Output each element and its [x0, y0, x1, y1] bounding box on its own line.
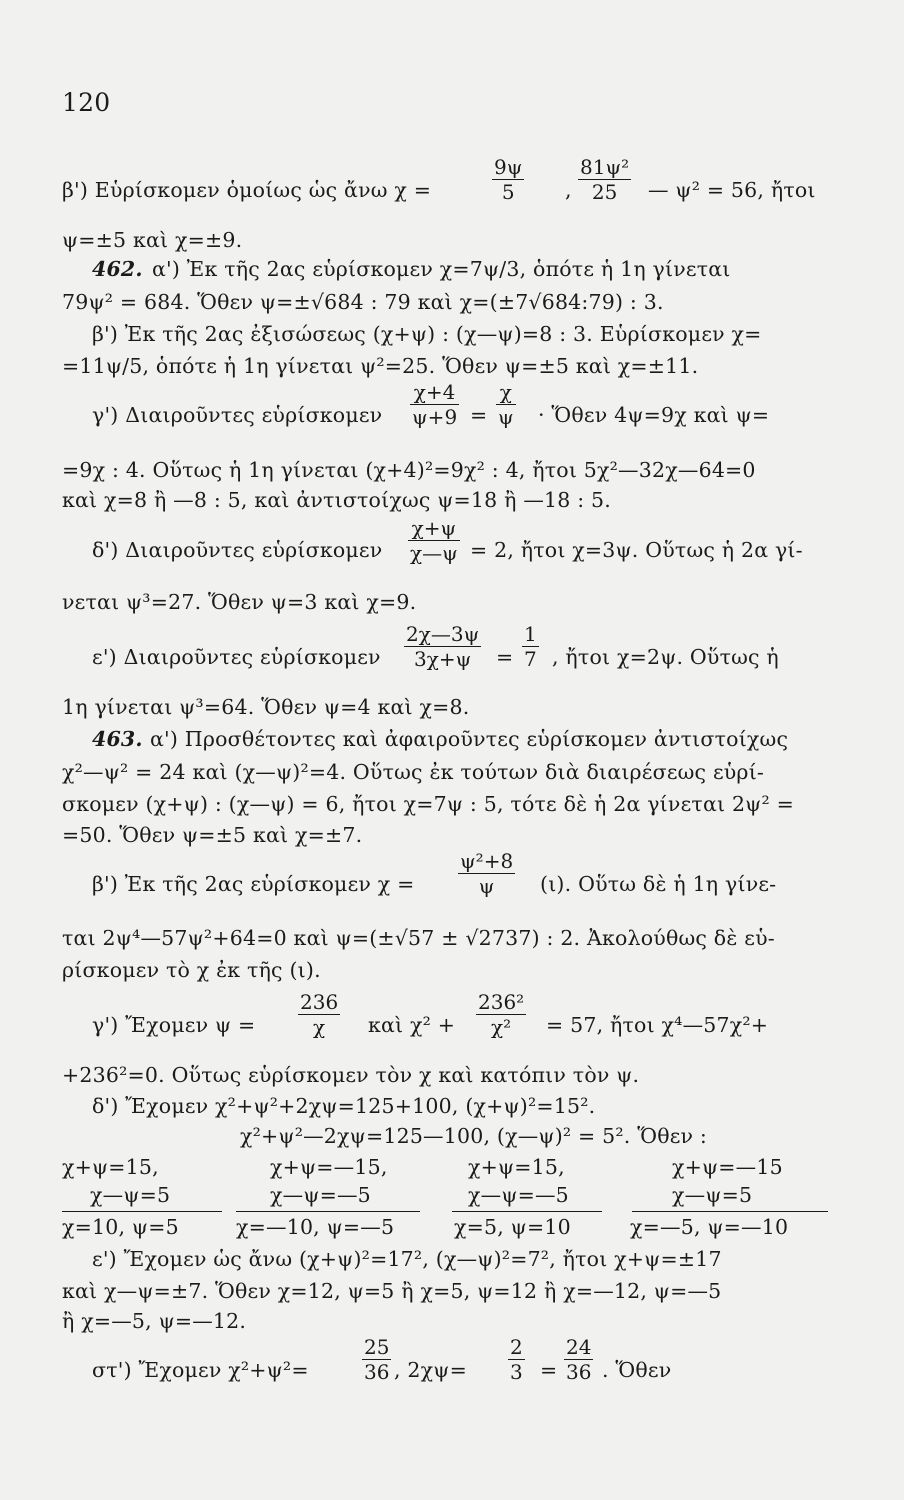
text-line: — ψ² = 56, ἤτοι	[648, 178, 816, 202]
text-line: ε') Ἔχομεν ὡς ἄνω (χ+ψ)²=17², (χ—ψ)²=7², ἤτοι χ+ψ=±17	[92, 1247, 722, 1271]
fraction	[458, 849, 515, 898]
numerator: 2	[510, 1335, 523, 1359]
system-result: χ=5, ψ=10	[454, 1215, 571, 1239]
system-result: χ=10, ψ=5	[62, 1215, 179, 1239]
system-rule	[62, 1211, 222, 1212]
system-top: χ+ψ=15,	[468, 1155, 565, 1179]
text-line: ψ=±5 καὶ χ=±9.	[62, 228, 243, 252]
numerator: ψ²+8	[460, 849, 514, 873]
text-line: ,	[565, 178, 572, 202]
fraction	[410, 380, 459, 429]
text-line: χ²—ψ² = 24 καὶ (χ—ψ)²=4. Οὕτως ἐκ τούτων διὰ διαιρέσεως εὑρί-	[62, 760, 765, 784]
text-line: . Ὅθεν	[602, 1358, 672, 1382]
text-line: 1η γίνεται ψ³=64. Ὅθεν ψ=4 καὶ χ=8.	[62, 695, 470, 719]
system-rule	[236, 1211, 420, 1212]
numerator: 25	[364, 1335, 390, 1359]
problem-number: 463.	[92, 727, 143, 751]
fraction	[522, 622, 539, 671]
text-line: =	[540, 1358, 558, 1382]
numerator: 2χ—3ψ	[406, 622, 480, 646]
denominator: 7	[524, 647, 537, 671]
denominator: χ²	[476, 1014, 526, 1039]
text-line: καὶ χ—ψ=±7. Ὅθεν χ=12, ψ=5 ἢ χ=5, ψ=12 ἢ χ=—12, ψ=—5	[62, 1279, 722, 1303]
system-bottom: χ—ψ=5	[90, 1183, 171, 1207]
numerator: χ	[499, 380, 512, 404]
denominator: 25	[578, 179, 631, 204]
denominator: ψ	[458, 873, 515, 898]
numerator: 9ψ	[494, 155, 523, 179]
text-line: καὶ χ=8 ἢ —8 : 5, καὶ ἀντιστοίχως ψ=18 ἢ —18 : 5.	[62, 488, 612, 512]
text-line: χ²+ψ²—2χψ=125—100, (χ—ψ)² = 5². Ὅθεν :	[240, 1124, 708, 1148]
denominator: 3χ+ψ	[404, 646, 481, 671]
numerator: 81ψ²	[580, 155, 630, 179]
fraction	[492, 155, 524, 204]
fraction	[508, 1335, 525, 1384]
text-line: γ') Διαιροῦντες εὑρίσκομεν	[92, 403, 383, 427]
system-bottom: χ—ψ=5	[672, 1183, 753, 1207]
text-line: = 2, ἤτοι χ=3ψ. Οὕτως ἡ 2α γί-	[470, 538, 803, 562]
text-line: α') Ἐκ τῆς 2ας εὑρίσκομεν χ=7ψ/3, ὁπότε ἡ 1η γίνεται	[152, 257, 731, 281]
text-line: γ') Ἔχομεν ψ =	[92, 1013, 256, 1037]
numerator: χ+4	[413, 380, 456, 404]
denominator: ψ	[498, 405, 514, 429]
text-line: (ι). Οὕτω δὲ ἡ 1η γίνε-	[540, 872, 777, 896]
text-line: , 2χψ=	[394, 1358, 467, 1382]
denominator: χ	[298, 1014, 340, 1039]
text-line: νεται ψ³=27. Ὅθεν ψ=3 καὶ χ=9.	[62, 590, 417, 614]
system-top: χ+ψ=15,	[62, 1155, 159, 1179]
system-rule	[452, 1211, 602, 1212]
numerator: 236	[300, 990, 339, 1014]
text-line: ἢ χ=—5, ψ=—12.	[62, 1309, 247, 1333]
text-line: +236²=0. Οὕτως εὑρίσκομεν τὸν χ καὶ κατόπιν τὸν ψ.	[62, 1063, 640, 1087]
system-top: χ+ψ=—15	[672, 1155, 783, 1179]
numerator: 1	[524, 622, 537, 646]
text-line: σκομεν (χ+ψ) : (χ—ψ) = 6, ἤτοι χ=7ψ : 5, τότε δὲ ἡ 2α γίνεται 2ψ² =	[62, 792, 794, 816]
fraction	[408, 516, 460, 565]
numerator: χ+ψ	[411, 516, 457, 540]
fraction	[362, 1335, 391, 1384]
text-line: α') Προσθέτοντες καὶ ἀφαιροῦντες εὑρίσκομεν ἀντιστοίχως	[150, 727, 789, 751]
text-line: ρίσκομεν τὸ χ ἐκ τῆς (ι).	[62, 958, 321, 982]
denominator: 36	[364, 1360, 390, 1384]
text-line: δ') Διαιροῦντες εὑρίσκομεν	[92, 538, 383, 562]
system-rule	[632, 1211, 828, 1212]
denominator: χ—ψ	[410, 541, 458, 565]
numerator: 236²	[478, 990, 525, 1014]
denominator: 36	[566, 1360, 592, 1384]
fraction	[298, 990, 340, 1039]
fraction	[564, 1335, 593, 1384]
text-line: β') Ἐκ τῆς 2ας εὑρίσκομεν χ =	[92, 872, 415, 896]
numerator: 24	[566, 1335, 592, 1359]
denominator: 5	[492, 179, 524, 204]
denominator: ψ+9	[412, 405, 458, 429]
system-bottom: χ—ψ=—5	[468, 1183, 569, 1207]
fraction	[404, 622, 481, 671]
text-line: καὶ χ² +	[368, 1013, 456, 1037]
text-line: =	[470, 403, 488, 427]
text-line: · Ὅθεν 4ψ=9χ καὶ ψ=	[538, 403, 770, 427]
text-line: =11ψ/5, ὁπότε ἡ 1η γίνεται ψ²=25. Ὅθεν ψ=±5 καὶ χ=±11.	[62, 354, 699, 378]
fraction	[476, 990, 526, 1039]
text-line: ε') Διαιροῦντες εὑρίσκομεν	[92, 645, 381, 669]
system-result: χ=—10, ψ=—5	[236, 1215, 395, 1239]
problem-number: 462.	[92, 257, 143, 281]
text-line: 79ψ² = 684. Ὅθεν ψ=±√684 : 79 καὶ χ=(±7√684:79) : 3.	[62, 290, 664, 314]
text-line: =	[496, 645, 514, 669]
text-line: =9χ : 4. Οὕτως ἡ 1η γίνεται (χ+4)²=9χ² : 4, ἤτοι 5χ²—32χ—64=0	[62, 458, 756, 482]
text-line: = 57, ἤτοι χ⁴—57χ²+	[546, 1013, 769, 1037]
system-top: χ+ψ=—15,	[270, 1155, 388, 1179]
text-line: =50. Ὅθεν ψ=±5 καὶ χ=±7.	[62, 823, 363, 847]
text-line: β') Εὑρίσκομεν ὁμοίως ὡς ἄνω χ =	[62, 178, 432, 202]
system-result: χ=—5, ψ=—10	[630, 1215, 789, 1239]
page-number: 120	[62, 88, 111, 117]
fraction	[496, 380, 516, 429]
text-line: , ἤτοι χ=2ψ. Οὕτως ἡ	[552, 645, 779, 669]
text-line: δ') Ἔχομεν χ²+ψ²+2χψ=125+100, (χ+ψ)²=15².	[92, 1094, 596, 1118]
denominator: 3	[510, 1360, 523, 1384]
text-line: ται 2ψ⁴—57ψ²+64=0 καὶ ψ=(±√57 ± √2737) : 2. Ἀκολούθως δὲ εὑ-	[62, 926, 775, 950]
text-line: β') Ἐκ τῆς 2ας ἐξισώσεως (χ+ψ) : (χ—ψ)=8 : 3. Εὑρίσκομεν χ=	[92, 322, 762, 346]
fraction	[578, 155, 631, 204]
system-bottom: χ—ψ=—5	[270, 1183, 371, 1207]
text-line: στ') Ἔχομεν χ²+ψ²=	[92, 1358, 309, 1382]
